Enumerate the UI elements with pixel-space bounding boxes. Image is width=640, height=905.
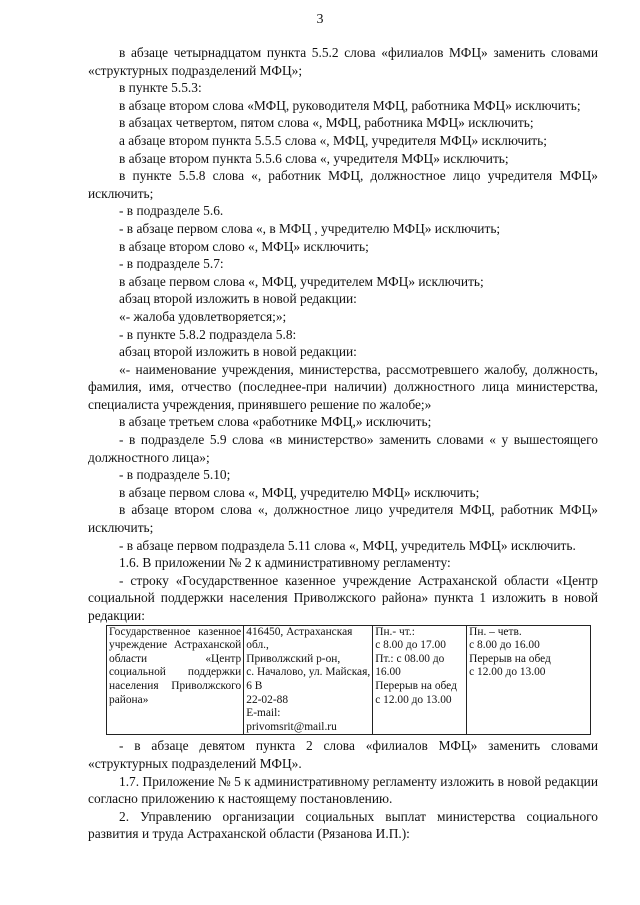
table-cell-line: Пн.- чт.: <box>375 625 415 638</box>
table-cell-institution: Государственное казенное учреждение Астраханской области «Центр социальной поддержки населения Приволжского района» <box>107 625 244 735</box>
paragraph: 2. Управлению организации социальных выплат министерства социального развития и труда Астраханской области (Рязанова И.П.): <box>88 808 598 842</box>
table-cell-line: Перерыв на обед <box>375 679 457 692</box>
document-body <box>88 44 598 843</box>
paragraph: в абзаце втором пункта 5.5.6 слова «, учредителя МФЦ» исключить; <box>119 150 509 166</box>
table-cell-line: с 12.00 до 13.00 <box>375 693 452 706</box>
paragraph: в абзаце втором слово «, МФЦ» исключить; <box>119 238 369 254</box>
contact-table <box>106 625 591 736</box>
table-cell-address <box>244 625 373 735</box>
paragraphs-after-table <box>88 737 598 843</box>
paragraph: абзац второй изложить в новой редакции: <box>119 291 357 307</box>
table-cell-line: с 8.00 до 17.00 <box>375 639 446 652</box>
table-cell-line: 22-02-88 <box>246 693 289 706</box>
table-cell-reception <box>467 625 591 735</box>
table-row <box>107 625 591 735</box>
paragraph: в абзаце первом слова «, МФЦ, учредителем МФЦ» исключить; <box>119 273 484 289</box>
paragraphs-before-table <box>88 44 598 625</box>
paragraph: «- наименование учреждения, министерства, рассмотревшего жалобу, должность, фамилия, имя, отчество (последнее-при наличии) должностного лица министерства, специалиста учреждения, принявшего решение по жалобе;» <box>88 361 598 412</box>
paragraph: - в абзаце первом слова «, в МФЦ , учредителю МФЦ» исключить; <box>119 220 501 236</box>
paragraph: в пункте 5.5.3: <box>119 80 202 96</box>
page-number: 3 <box>316 12 324 27</box>
paragraph: - в абзаце первом подраздела 5.11 слова «, МФЦ, учредитель МФЦ» исключить. <box>119 537 576 553</box>
table-cell-line: Приволжский р-он, <box>246 652 341 665</box>
paragraph: - в подразделе 5.6. <box>119 203 224 219</box>
paragraph: - в подразделе 5.10; <box>119 467 231 483</box>
paragraph: - в подразделе 5.9 слова «в министерство» заменить словами « у вышестоящего должностного лица»; <box>88 432 598 465</box>
paragraph: - строку «Государственное казенное учреждение Астраханской области «Центр социальной поддержки населения Приволжского района» пункта 1 изложить в новой редакции: <box>88 572 598 623</box>
paragraph: абзац второй изложить в новой редакции: <box>119 344 357 360</box>
paragraph: - в абзаце девятом пункта 2 слова «филиалов МФЦ» заменить словами «структурных подразделений МФЦ». <box>88 738 598 771</box>
paragraph: в абзаце четырнадцатом пункта 5.5.2 слова «филиалов МФЦ» заменить словами «структурных подразделений МФЦ»; <box>88 45 598 78</box>
table-cell-line: с 8.00 до 16.00 <box>469 639 540 652</box>
table-cell-line: Перерыв на обед <box>469 652 551 665</box>
table-cell-hours <box>373 625 467 735</box>
paragraph: в абзаце втором слова «МФЦ, руководителя МФЦ, работника МФЦ» исключить; <box>119 97 581 113</box>
table-cell-line: Пт.: с 08.00 до <box>375 652 445 665</box>
paragraph: в абзацах четвертом, пятом слова «, МФЦ, работника МФЦ» исключить; <box>119 115 534 131</box>
paragraph: - в подразделе 5.7: <box>119 256 224 272</box>
table-cell-line: 416450, Астраханская обл., <box>246 625 353 652</box>
paragraph: в абзаце втором слова «, должностное лицо учредителя МФЦ, работник МФЦ» исключить; <box>88 502 598 536</box>
paragraph: «- жалоба удовлетворяется;»; <box>119 308 287 324</box>
paragraph: 1.6. В приложении № 2 к административному регламенту: <box>119 555 451 571</box>
paragraph: в пункте 5.5.8 слова «, работник МФЦ, должностное лицо учредителя МФЦ» исключить; <box>88 168 598 201</box>
paragraph: в абзаце третьем слова «работнике МФЦ,» исключить; <box>119 414 432 430</box>
table-cell-line: 6 В <box>246 679 263 692</box>
paragraph: - в пункте 5.8.2 подраздела 5.8: <box>119 326 297 342</box>
paragraph: 1.7. Приложение № 5 к административному регламенту изложить в новой редакции согласно приложению к настоящему постановлению. <box>88 773 598 807</box>
table-cell-line: с 12.00 до 13.00 <box>469 666 546 679</box>
table-cell-line: Пн. – четв. <box>469 625 522 638</box>
table-cell-line: 16.00 <box>375 666 401 679</box>
table-cell-line: E-mail: privomsrit@mail.ru <box>246 707 337 733</box>
table-cell-line: с. Началово, ул. Майская, <box>246 666 371 679</box>
paragraph: в абзаце первом слова «, МФЦ, учредителю МФЦ» исключить; <box>119 484 480 500</box>
paragraph: а абзаце втором пункта 5.5.5 слова «, МФЦ, учредителя МФЦ» исключить; <box>119 132 547 148</box>
